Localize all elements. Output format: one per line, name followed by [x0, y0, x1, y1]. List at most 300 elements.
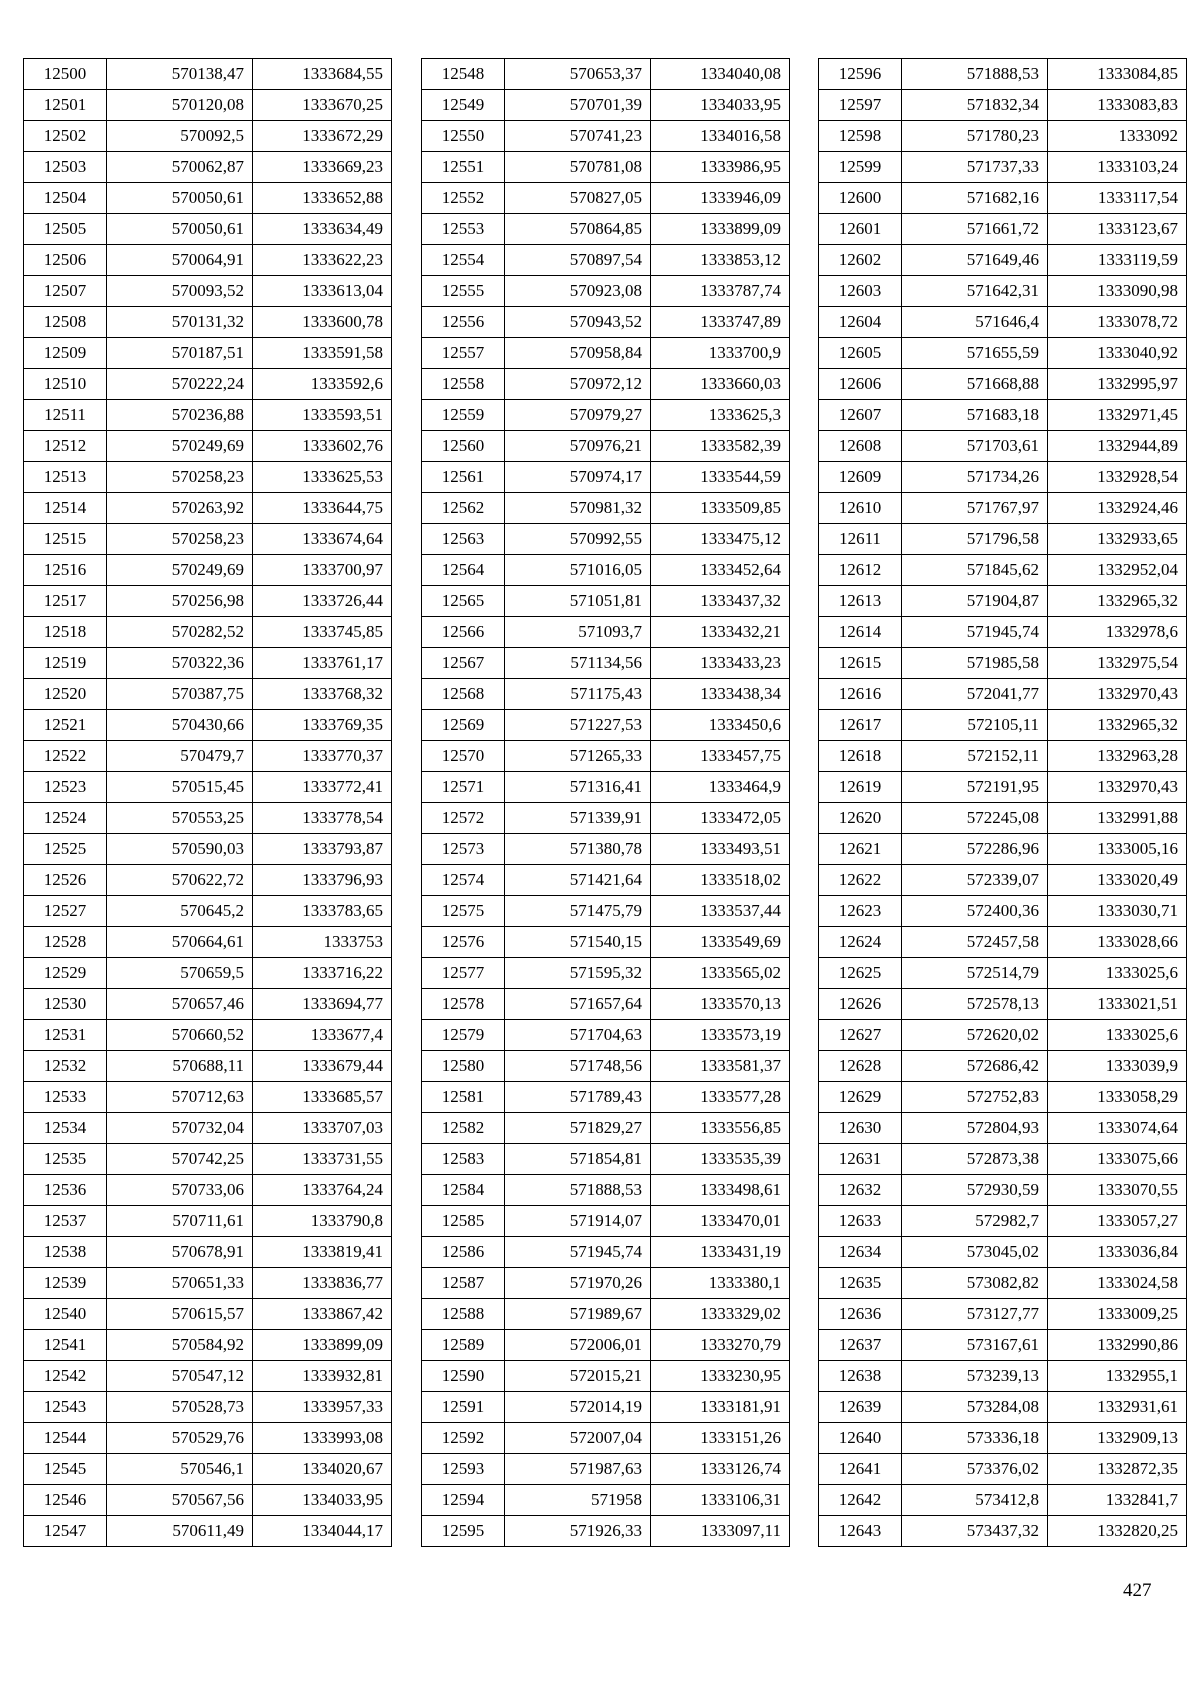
point-number-cell: 12603 [819, 276, 902, 307]
table-row [819, 1454, 1187, 1485]
x-coordinate-cell: 570093,52 [107, 276, 253, 307]
point-number-cell: 12637 [819, 1330, 902, 1361]
y-coordinate-cell: 1333432,21 [651, 617, 790, 648]
table-row [24, 1423, 392, 1454]
point-number-cell: 12543 [24, 1392, 107, 1423]
x-coordinate-cell: 573045,02 [902, 1237, 1048, 1268]
coordinates-table-1 [23, 58, 392, 1547]
y-coordinate-cell: 1333932,81 [253, 1361, 392, 1392]
x-coordinate-cell: 571854,81 [505, 1144, 651, 1175]
y-coordinate-cell: 1333679,44 [253, 1051, 392, 1082]
x-coordinate-cell: 573167,61 [902, 1330, 1048, 1361]
y-coordinate-cell: 1332933,65 [1048, 524, 1187, 555]
point-number-cell: 12541 [24, 1330, 107, 1361]
y-coordinate-cell: 1333761,17 [253, 648, 392, 679]
x-coordinate-cell: 571888,53 [505, 1175, 651, 1206]
x-coordinate-cell: 570050,61 [107, 183, 253, 214]
point-number-cell: 12623 [819, 896, 902, 927]
point-number-cell: 12564 [422, 555, 505, 586]
table-row [422, 1423, 790, 1454]
y-coordinate-cell: 1333853,12 [651, 245, 790, 276]
x-coordinate-cell: 571227,53 [505, 710, 651, 741]
point-number-cell: 12553 [422, 214, 505, 245]
table-row [422, 1330, 790, 1361]
point-number-cell: 12506 [24, 245, 107, 276]
x-coordinate-cell: 570827,05 [505, 183, 651, 214]
point-number-cell: 12558 [422, 369, 505, 400]
x-coordinate-cell: 570958,84 [505, 338, 651, 369]
point-number-cell: 12595 [422, 1516, 505, 1547]
y-coordinate-cell: 1333993,08 [253, 1423, 392, 1454]
table-row [422, 214, 790, 245]
x-coordinate-cell: 570590,03 [107, 834, 253, 865]
y-coordinate-cell: 1333986,95 [651, 152, 790, 183]
y-coordinate-cell: 1333074,64 [1048, 1113, 1187, 1144]
table-row [24, 586, 392, 617]
x-coordinate-cell: 570645,2 [107, 896, 253, 927]
point-number-cell: 12519 [24, 648, 107, 679]
y-coordinate-cell: 1333437,32 [651, 586, 790, 617]
y-coordinate-cell: 1333036,84 [1048, 1237, 1187, 1268]
y-coordinate-cell: 1332970,43 [1048, 772, 1187, 803]
x-coordinate-cell: 571316,41 [505, 772, 651, 803]
y-coordinate-cell: 1333685,57 [253, 1082, 392, 1113]
y-coordinate-cell: 1333092 [1048, 121, 1187, 152]
table-row [24, 276, 392, 307]
point-number-cell: 12601 [819, 214, 902, 245]
point-number-cell: 12504 [24, 183, 107, 214]
x-coordinate-cell: 570979,27 [505, 400, 651, 431]
x-coordinate-cell: 571655,59 [902, 338, 1048, 369]
y-coordinate-cell: 1333123,67 [1048, 214, 1187, 245]
point-number-cell: 12605 [819, 338, 902, 369]
y-coordinate-cell: 1332965,32 [1048, 710, 1187, 741]
table-row [24, 493, 392, 524]
table-row [819, 555, 1187, 586]
point-number-cell: 12592 [422, 1423, 505, 1454]
x-coordinate-cell: 570546,1 [107, 1454, 253, 1485]
y-coordinate-cell: 1333836,77 [253, 1268, 392, 1299]
y-coordinate-cell: 1333126,74 [651, 1454, 790, 1485]
y-coordinate-cell: 1333684,55 [253, 59, 392, 90]
x-coordinate-cell: 573376,02 [902, 1454, 1048, 1485]
x-coordinate-cell: 570282,52 [107, 617, 253, 648]
y-coordinate-cell: 1333700,9 [651, 338, 790, 369]
y-coordinate-cell: 1333181,91 [651, 1392, 790, 1423]
table-row [24, 772, 392, 803]
y-coordinate-cell: 1333768,32 [253, 679, 392, 710]
x-coordinate-cell: 571683,18 [902, 400, 1048, 431]
point-number-cell: 12551 [422, 152, 505, 183]
table-row [422, 1082, 790, 1113]
x-coordinate-cell: 570263,92 [107, 493, 253, 524]
x-coordinate-cell: 571540,15 [505, 927, 651, 958]
point-number-cell: 12619 [819, 772, 902, 803]
table-row [24, 1237, 392, 1268]
x-coordinate-cell: 573437,32 [902, 1516, 1048, 1547]
table-row [24, 989, 392, 1020]
point-number-cell: 12512 [24, 431, 107, 462]
y-coordinate-cell: 1333537,44 [651, 896, 790, 927]
table-row [24, 152, 392, 183]
y-coordinate-cell: 1333669,23 [253, 152, 392, 183]
x-coordinate-cell: 572804,93 [902, 1113, 1048, 1144]
point-number-cell: 12575 [422, 896, 505, 927]
y-coordinate-cell: 1333024,58 [1048, 1268, 1187, 1299]
point-number-cell: 12617 [819, 710, 902, 741]
point-number-cell: 12528 [24, 927, 107, 958]
x-coordinate-cell: 571134,56 [505, 648, 651, 679]
table-row [422, 1051, 790, 1082]
point-number-cell: 12625 [819, 958, 902, 989]
y-coordinate-cell: 1332991,88 [1048, 803, 1187, 834]
point-number-cell: 12590 [422, 1361, 505, 1392]
x-coordinate-cell: 571904,87 [902, 586, 1048, 617]
point-number-cell: 12606 [819, 369, 902, 400]
x-coordinate-cell: 571703,61 [902, 431, 1048, 462]
x-coordinate-cell: 570701,39 [505, 90, 651, 121]
x-coordinate-cell: 570236,88 [107, 400, 253, 431]
point-number-cell: 12566 [422, 617, 505, 648]
x-coordinate-cell: 571958 [505, 1485, 651, 1516]
y-coordinate-cell: 1333057,27 [1048, 1206, 1187, 1237]
table-row [24, 1144, 392, 1175]
x-coordinate-cell: 571748,56 [505, 1051, 651, 1082]
point-number-cell: 12600 [819, 183, 902, 214]
point-number-cell: 12630 [819, 1113, 902, 1144]
y-coordinate-cell: 1333591,58 [253, 338, 392, 369]
point-number-cell: 12530 [24, 989, 107, 1020]
point-number-cell: 12573 [422, 834, 505, 865]
point-number-cell: 12549 [422, 90, 505, 121]
x-coordinate-cell: 571339,91 [505, 803, 651, 834]
x-coordinate-cell: 573239,13 [902, 1361, 1048, 1392]
table-row [819, 1206, 1187, 1237]
table-row [422, 617, 790, 648]
point-number-cell: 12547 [24, 1516, 107, 1547]
x-coordinate-cell: 570781,08 [505, 152, 651, 183]
point-number-cell: 12583 [422, 1144, 505, 1175]
x-coordinate-cell: 570678,91 [107, 1237, 253, 1268]
x-coordinate-cell: 570611,49 [107, 1516, 253, 1547]
y-coordinate-cell: 1333672,29 [253, 121, 392, 152]
y-coordinate-cell: 1333793,87 [253, 834, 392, 865]
y-coordinate-cell: 1333431,19 [651, 1237, 790, 1268]
x-coordinate-cell: 573284,08 [902, 1392, 1048, 1423]
x-coordinate-cell: 572015,21 [505, 1361, 651, 1392]
table-row [422, 1485, 790, 1516]
x-coordinate-cell: 570092,5 [107, 121, 253, 152]
x-coordinate-cell: 570992,55 [505, 524, 651, 555]
y-coordinate-cell: 1333747,89 [651, 307, 790, 338]
x-coordinate-cell: 570981,32 [505, 493, 651, 524]
y-coordinate-cell: 1333030,71 [1048, 896, 1187, 927]
y-coordinate-cell: 1333075,66 [1048, 1144, 1187, 1175]
x-coordinate-cell: 570553,25 [107, 803, 253, 834]
table-row [819, 617, 1187, 648]
y-coordinate-cell: 1333009,25 [1048, 1299, 1187, 1330]
point-number-cell: 12620 [819, 803, 902, 834]
y-coordinate-cell: 1333573,19 [651, 1020, 790, 1051]
table-row [819, 834, 1187, 865]
table-row [24, 958, 392, 989]
x-coordinate-cell: 570479,7 [107, 741, 253, 772]
point-number-cell: 12540 [24, 1299, 107, 1330]
point-number-cell: 12577 [422, 958, 505, 989]
x-coordinate-cell: 572930,59 [902, 1175, 1048, 1206]
table-row [24, 524, 392, 555]
y-coordinate-cell: 1333622,23 [253, 245, 392, 276]
point-number-cell: 12609 [819, 462, 902, 493]
y-coordinate-cell: 1333070,55 [1048, 1175, 1187, 1206]
table-row [24, 369, 392, 400]
x-coordinate-cell: 573127,77 [902, 1299, 1048, 1330]
table-row [422, 741, 790, 772]
y-coordinate-cell: 1333025,6 [1048, 958, 1187, 989]
table-row [819, 1113, 1187, 1144]
point-number-cell: 12599 [819, 152, 902, 183]
y-coordinate-cell: 1333103,24 [1048, 152, 1187, 183]
y-coordinate-cell: 1333769,35 [253, 710, 392, 741]
point-number-cell: 12507 [24, 276, 107, 307]
x-coordinate-cell: 570529,76 [107, 1423, 253, 1454]
point-number-cell: 12502 [24, 121, 107, 152]
x-coordinate-cell: 572105,11 [902, 710, 1048, 741]
table-row [24, 90, 392, 121]
table-row [819, 1516, 1187, 1547]
x-coordinate-cell: 571657,64 [505, 989, 651, 1020]
x-coordinate-cell: 570976,21 [505, 431, 651, 462]
y-coordinate-cell: 1333707,03 [253, 1113, 392, 1144]
table-row [24, 1113, 392, 1144]
table-row [24, 1082, 392, 1113]
point-number-cell: 12629 [819, 1082, 902, 1113]
x-coordinate-cell: 570974,17 [505, 462, 651, 493]
x-coordinate-cell: 572578,13 [902, 989, 1048, 1020]
y-coordinate-cell: 1333577,28 [651, 1082, 790, 1113]
table-row [24, 865, 392, 896]
y-coordinate-cell: 1333764,24 [253, 1175, 392, 1206]
point-number-cell: 12546 [24, 1485, 107, 1516]
point-number-cell: 12529 [24, 958, 107, 989]
y-coordinate-cell: 1333899,09 [253, 1330, 392, 1361]
point-number-cell: 12624 [819, 927, 902, 958]
x-coordinate-cell: 570249,69 [107, 555, 253, 586]
y-coordinate-cell: 1332924,46 [1048, 493, 1187, 524]
point-number-cell: 12501 [24, 90, 107, 121]
y-coordinate-cell: 1333433,23 [651, 648, 790, 679]
table-row [24, 307, 392, 338]
point-number-cell: 12542 [24, 1361, 107, 1392]
table-row [422, 648, 790, 679]
table-row [422, 1361, 790, 1392]
x-coordinate-cell: 571668,88 [902, 369, 1048, 400]
point-number-cell: 12612 [819, 555, 902, 586]
table-row [422, 1268, 790, 1299]
table-row [422, 834, 790, 865]
point-number-cell: 12538 [24, 1237, 107, 1268]
point-number-cell: 12559 [422, 400, 505, 431]
table-row [819, 245, 1187, 276]
y-coordinate-cell: 1333957,33 [253, 1392, 392, 1423]
table-row [422, 524, 790, 555]
x-coordinate-cell: 571796,58 [902, 524, 1048, 555]
x-coordinate-cell: 570651,33 [107, 1268, 253, 1299]
table-row [819, 524, 1187, 555]
y-coordinate-cell: 1333674,64 [253, 524, 392, 555]
table-row [819, 152, 1187, 183]
x-coordinate-cell: 572982,7 [902, 1206, 1048, 1237]
x-coordinate-cell: 571945,74 [902, 617, 1048, 648]
table-row [422, 400, 790, 431]
x-coordinate-cell: 571780,23 [902, 121, 1048, 152]
table-row [422, 369, 790, 400]
y-coordinate-cell: 1332872,35 [1048, 1454, 1187, 1485]
x-coordinate-cell: 571926,33 [505, 1516, 651, 1547]
table-row [422, 183, 790, 214]
y-coordinate-cell: 1333867,42 [253, 1299, 392, 1330]
table-row [422, 586, 790, 617]
x-coordinate-cell: 571093,7 [505, 617, 651, 648]
y-coordinate-cell: 1334016,58 [651, 121, 790, 152]
point-number-cell: 12586 [422, 1237, 505, 1268]
table-row [24, 710, 392, 741]
table-row [422, 431, 790, 462]
y-coordinate-cell: 1333151,26 [651, 1423, 790, 1454]
table-row [24, 59, 392, 90]
x-coordinate-cell: 572286,96 [902, 834, 1048, 865]
x-coordinate-cell: 573336,18 [902, 1423, 1048, 1454]
point-number-cell: 12593 [422, 1454, 505, 1485]
x-coordinate-cell: 570660,52 [107, 1020, 253, 1051]
point-number-cell: 12511 [24, 400, 107, 431]
y-coordinate-cell: 1333581,37 [651, 1051, 790, 1082]
y-coordinate-cell: 1332955,1 [1048, 1361, 1187, 1392]
y-coordinate-cell: 1333472,05 [651, 803, 790, 834]
point-number-cell: 12584 [422, 1175, 505, 1206]
table-row [24, 1206, 392, 1237]
x-coordinate-cell: 570430,66 [107, 710, 253, 741]
x-coordinate-cell: 572152,11 [902, 741, 1048, 772]
table-row [819, 1237, 1187, 1268]
table-row [422, 462, 790, 493]
point-number-cell: 12505 [24, 214, 107, 245]
table-row [819, 927, 1187, 958]
point-number-cell: 12621 [819, 834, 902, 865]
point-number-cell: 12632 [819, 1175, 902, 1206]
point-number-cell: 12524 [24, 803, 107, 834]
y-coordinate-cell: 1333753 [253, 927, 392, 958]
table-row [422, 1113, 790, 1144]
table-row [819, 183, 1187, 214]
point-number-cell: 12591 [422, 1392, 505, 1423]
y-coordinate-cell: 1332995,97 [1048, 369, 1187, 400]
point-number-cell: 12513 [24, 462, 107, 493]
point-number-cell: 12608 [819, 431, 902, 462]
point-number-cell: 12585 [422, 1206, 505, 1237]
point-number-cell: 12516 [24, 555, 107, 586]
table-row [24, 1299, 392, 1330]
point-number-cell: 12517 [24, 586, 107, 617]
x-coordinate-cell: 572457,58 [902, 927, 1048, 958]
y-coordinate-cell: 1332931,61 [1048, 1392, 1187, 1423]
point-number-cell: 12582 [422, 1113, 505, 1144]
x-coordinate-cell: 571649,46 [902, 245, 1048, 276]
point-number-cell: 12594 [422, 1485, 505, 1516]
table-row [24, 462, 392, 493]
x-coordinate-cell: 570615,57 [107, 1299, 253, 1330]
point-number-cell: 12626 [819, 989, 902, 1020]
table-row [24, 896, 392, 927]
table-row [422, 1175, 790, 1206]
x-coordinate-cell: 570657,46 [107, 989, 253, 1020]
y-coordinate-cell: 1333670,25 [253, 90, 392, 121]
coordinates-table-3 [818, 58, 1187, 1547]
y-coordinate-cell: 1333819,41 [253, 1237, 392, 1268]
x-coordinate-cell: 570138,47 [107, 59, 253, 90]
point-number-cell: 12641 [819, 1454, 902, 1485]
table-row [819, 400, 1187, 431]
y-coordinate-cell: 1333329,02 [651, 1299, 790, 1330]
x-coordinate-cell: 570897,54 [505, 245, 651, 276]
x-coordinate-cell: 571845,62 [902, 555, 1048, 586]
table-row [24, 927, 392, 958]
table-row [24, 741, 392, 772]
y-coordinate-cell: 1333025,6 [1048, 1020, 1187, 1051]
x-coordinate-cell: 573082,82 [902, 1268, 1048, 1299]
x-coordinate-cell: 572007,04 [505, 1423, 651, 1454]
table-row [819, 710, 1187, 741]
x-coordinate-cell: 572752,83 [902, 1082, 1048, 1113]
point-number-cell: 12522 [24, 741, 107, 772]
x-coordinate-cell: 570664,61 [107, 927, 253, 958]
x-coordinate-cell: 572191,95 [902, 772, 1048, 803]
x-coordinate-cell: 570659,5 [107, 958, 253, 989]
y-coordinate-cell: 1333020,49 [1048, 865, 1187, 896]
point-number-cell: 12548 [422, 59, 505, 90]
point-number-cell: 12525 [24, 834, 107, 865]
y-coordinate-cell: 1333518,02 [651, 865, 790, 896]
point-number-cell: 12562 [422, 493, 505, 524]
y-coordinate-cell: 1333083,83 [1048, 90, 1187, 121]
y-coordinate-cell: 1333230,95 [651, 1361, 790, 1392]
y-coordinate-cell: 1333498,61 [651, 1175, 790, 1206]
point-number-cell: 12567 [422, 648, 505, 679]
table-row [819, 989, 1187, 1020]
table-row [422, 1206, 790, 1237]
table-row [819, 121, 1187, 152]
x-coordinate-cell: 570943,52 [505, 307, 651, 338]
y-coordinate-cell: 1333090,98 [1048, 276, 1187, 307]
table-row [819, 772, 1187, 803]
x-coordinate-cell: 570923,08 [505, 276, 651, 307]
table-row [819, 1268, 1187, 1299]
x-coordinate-cell: 571595,32 [505, 958, 651, 989]
y-coordinate-cell: 1332970,43 [1048, 679, 1187, 710]
point-number-cell: 12555 [422, 276, 505, 307]
x-coordinate-cell: 571016,05 [505, 555, 651, 586]
y-coordinate-cell: 1334033,95 [253, 1485, 392, 1516]
x-coordinate-cell: 570258,23 [107, 524, 253, 555]
point-number-cell: 12554 [422, 245, 505, 276]
x-coordinate-cell: 570258,23 [107, 462, 253, 493]
table-row [422, 338, 790, 369]
point-number-cell: 12579 [422, 1020, 505, 1051]
x-coordinate-cell: 570050,61 [107, 214, 253, 245]
y-coordinate-cell: 1332971,45 [1048, 400, 1187, 431]
y-coordinate-cell: 1333592,6 [253, 369, 392, 400]
table-row [819, 648, 1187, 679]
